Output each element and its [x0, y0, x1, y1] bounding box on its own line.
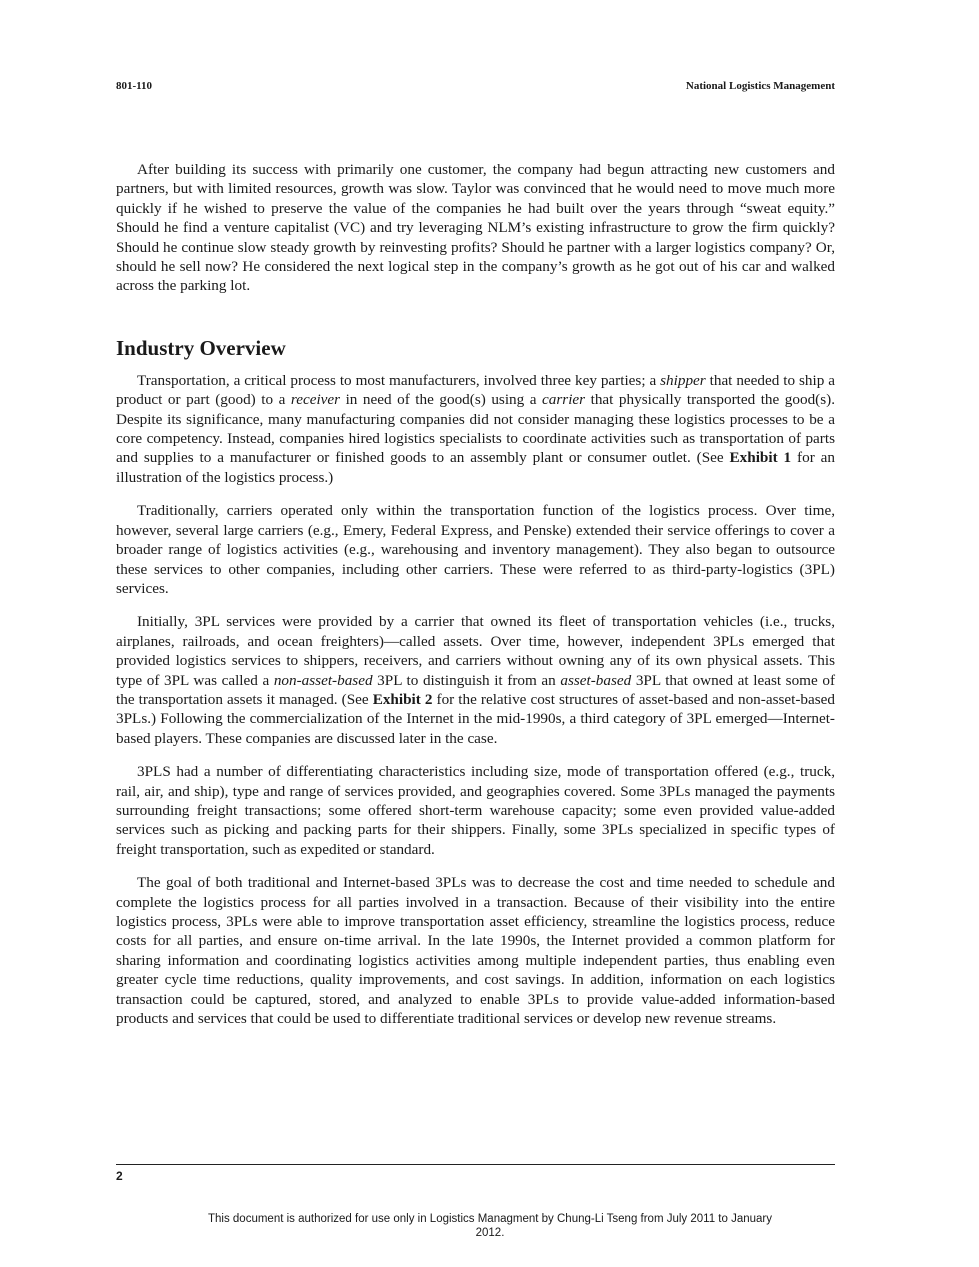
- paragraph-characteristics: 3PLS had a number of differentiating characteristics including size, mode of transportation offered (e.g., truck, rail, air, and ship), type and range of services provided, and geographies covered. Some 3PLs managed the payments surrounding freight transactions; some offered short-term warehouse capacity; some even provided value-added services such as picking and packing parts for their shippers. Finally, some 3PLs specialized in specific types of freight transportation, such as expedited or standard.: [116, 763, 835, 858]
- text-run: for an illustration of the logistics process.): [116, 449, 835, 486]
- text-run: 3PL to distinguish it from an: [372, 671, 561, 689]
- term-carrier: carrier: [542, 391, 586, 409]
- text-run: for the relative cost structures of asset-based and non-asset-based 3PLs.) Following the commercialization of the Internet in the mid-1990s, a third category of 3PL emerged—Internet-based players. These companies are discussed later in the case.: [116, 690, 835, 747]
- paragraph-transportation: [116, 371, 835, 487]
- paragraph-goals: The goal of both traditional and Internet-based 3PLs was to decrease the cost and time needed to schedule and complete the logistics process for all parties involved in a transaction. Because of their visibility into the entire logistics process, 3PLs were able to improve transportation asset efficiency, streamline the logistics process, reduce costs for all parties, and ensure on-time arrival. In the late 1990s, the Internet provided a common platform for sharing information and coordinating logistics activities among multiple independent parties, thus enabling even greater cycle time reductions, quality improvements, and cost savings. In addition, information on each logistics transaction could be captured, stored, and analyzed to enable 3PLs to provide value-added information-based products and services that could be used to differentiate traditional services or develop new revenue streams.: [116, 874, 835, 1028]
- text-run: Initially, 3PL services were provided by a carrier that owned its fleet of transportation vehicles (i.e., trucks, airplanes, railroads, and ocean freighters)—called assets. Over time, however, independent 3PLs emerged that provided logistics services to shippers, receivers, and carriers without owning any of its own physical assets. This type of 3PL was called a: [116, 613, 835, 689]
- text-run: that needed to ship a product or part (good) to a: [116, 371, 835, 409]
- document-body: [116, 160, 835, 1042]
- authorization-line: 2012.: [475, 1226, 505, 1239]
- case-number: 801-110: [116, 80, 153, 92]
- section-heading: Industry Overview: [116, 335, 286, 360]
- term-non-asset-based: non-asset-based: [273, 671, 373, 689]
- text-run: 3PL that owned at least some of the transportation assets it managed. (See: [116, 671, 835, 708]
- paragraph-3pl-types: [116, 612, 835, 748]
- page-number: 2: [116, 1169, 123, 1183]
- term-asset-based: asset-based: [560, 671, 632, 689]
- case-title: National Logistics Management: [685, 80, 835, 92]
- footer-divider: [116, 1164, 835, 1165]
- text-run: in need of the good(s) using a: [340, 391, 543, 409]
- term-shipper: shipper: [660, 371, 706, 389]
- text-run: Transportation, a critical process to most manufacturers, involved three key parties; a: [137, 371, 661, 389]
- authorization-line: This document is authorized for use only in Logistics Managment by Chung-Li Tseng from July 2011 to January: [207, 1213, 772, 1225]
- term-receiver: receiver: [290, 391, 341, 409]
- intro-paragraph: After building its success with primarily one customer, the company had begun attracting new customers and partners, but with limited resources, growth was slow. Taylor was convinced that he would need to move much more quickly if he wished to preserve the value of the companies he had built over the years through “sweat equity.” Should he find a venture capitalist (VC) and try leveraging NLM’s existing infrastructure to grow the firm quickly? Should he continue slow steady growth by reinvesting profits? Should he partner with a larger logistics company? Or, should he sell now? He considered the next logical step in the company’s growth as he got out of his car and walked across the parking lot.: [116, 161, 835, 295]
- authorization-notice: [160, 1213, 820, 1240]
- text-run: that physically transported the good(s). Despite its significance, many manufacturing companies did not consider managing these logistics processes to be a core competency. Instead, companies hired logistics specialists to coordinate activities such as transportation of parts and supplies to a manufacturer or finished goods to an assembly plant or consumer outlet. (See: [116, 391, 835, 467]
- running-header: [116, 80, 835, 92]
- paragraph-carriers: Traditionally, carriers operated only within the transportation function of the logistics process. Over time, however, several large carriers (e.g., Emery, Federal Express, and Penske) extended their service offerings to cover a broader range of logistics activities (e.g., warehousing and inventory management). They also began to outsource these services to other companies, including other carriers. These were referred to as third-party-logistics (3PL) services.: [116, 502, 835, 597]
- exhibit-2-reference: Exhibit 2: [372, 690, 433, 708]
- exhibit-1-reference: Exhibit 1: [729, 449, 792, 467]
